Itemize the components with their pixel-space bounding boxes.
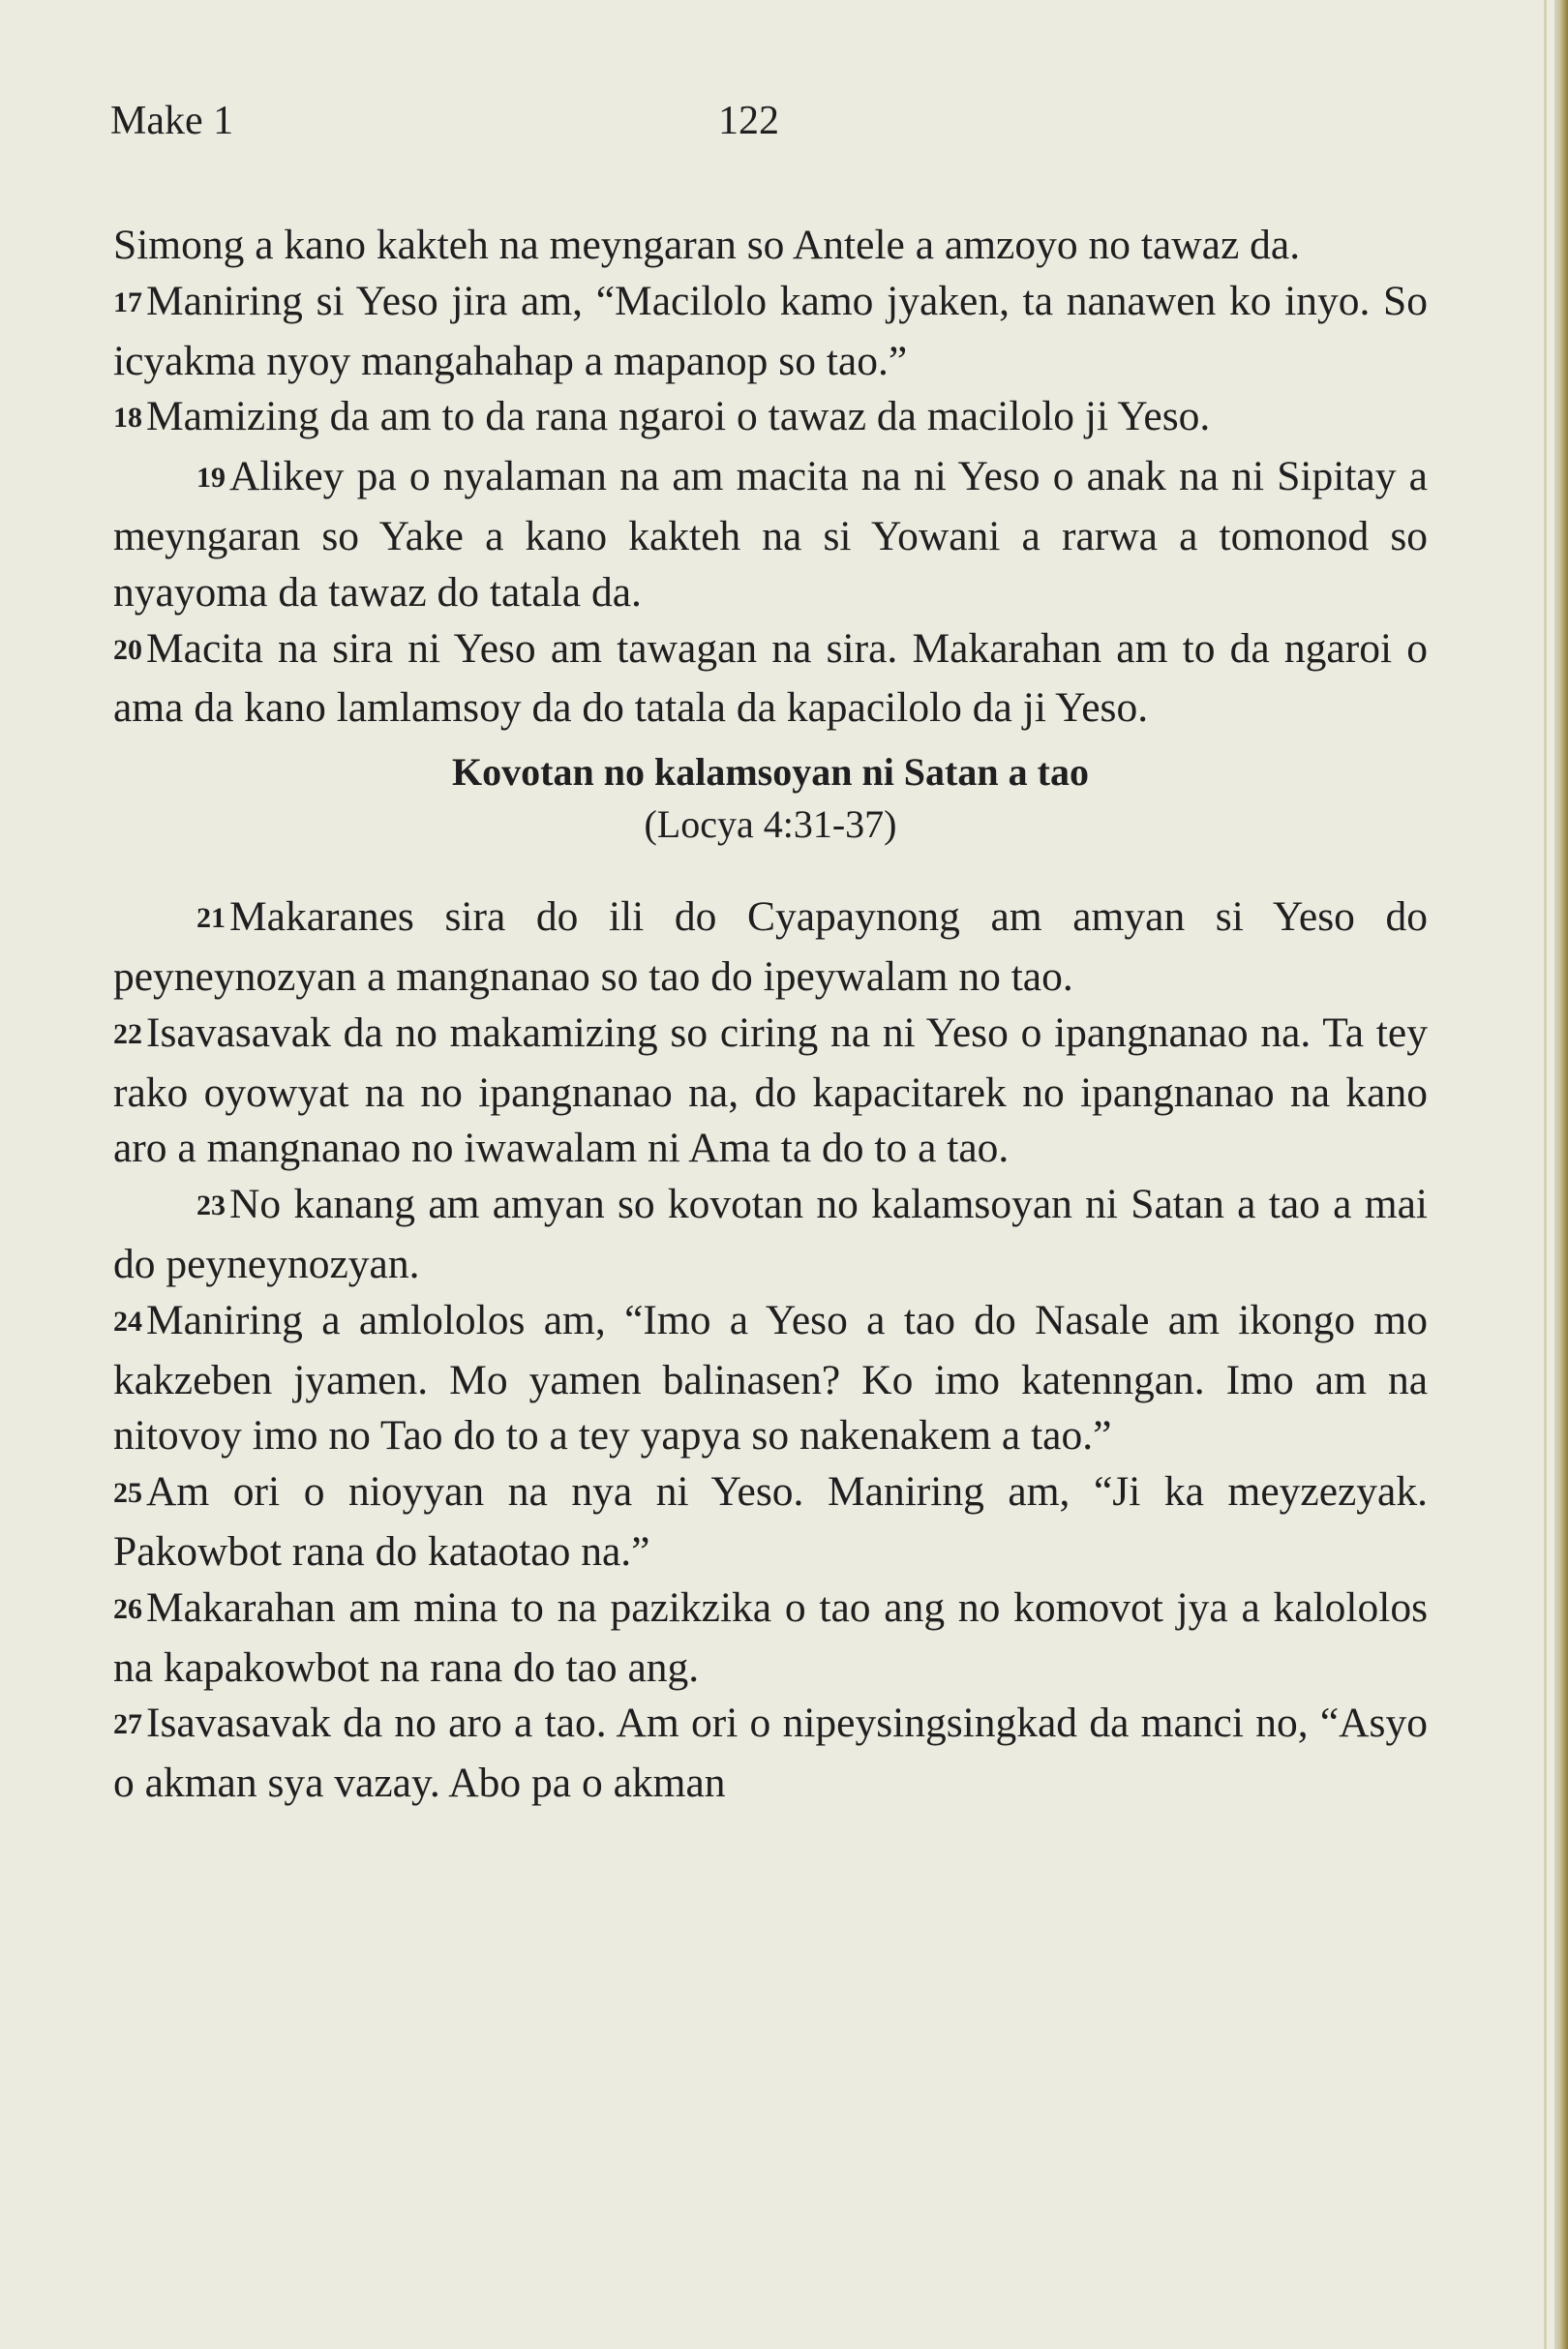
verse-text: Alikey pa o nyalaman na am macita na ni Yeso o anak na ni Sipitay a meyngaran so Yake a kano kakteh na si Yowani a rarwa a tomonod so nyayoma da tawaz do tatala da. <box>113 453 1428 616</box>
verse-text: Am ori o nioyyan na nya ni Yeso. Maniring am, “Ji ka meyzezyak. Pakowbot rana do kataotao na.” <box>113 1468 1428 1575</box>
verse-paragraph <box>113 1696 1428 1812</box>
page-header <box>110 92 1432 150</box>
verse-paragraph <box>113 1177 1428 1293</box>
page-number: 122 <box>718 99 779 143</box>
text-block-after <box>113 889 1428 1812</box>
verse-number: 20 <box>113 633 142 666</box>
text-block-before <box>113 218 1428 737</box>
page-edge <box>1554 0 1568 2349</box>
verse-text: Mamizing da am to da rana ngaroi o tawaz da macilolo ji Yeso. <box>146 393 1211 440</box>
verse-text: Makarahan am mina to na pazikzika o tao ang no komovot jya a kalololos na kapakowbot na rana do tao ang. <box>113 1583 1428 1691</box>
verse-number: 24 <box>113 1305 142 1338</box>
verse-number: 17 <box>113 286 142 318</box>
running-head: Make 1 <box>110 99 234 143</box>
verse-number: 19 <box>196 462 226 495</box>
verse-text: Isavasavak da no aro a tao. Am ori o nipeysingsingkad da manci no, “Asyo o akman sya vazay. Abo pa o akman <box>113 1700 1428 1807</box>
verse-text: No kanang am amyan so kovotan no kalamsoyan ni Satan a tao a mai do peyneynozyan. <box>113 1181 1428 1287</box>
verse-text: Makaranes sira do ili do Cyapaynong am amyan si Yeso do peyneynozyan a mangnanao so tao do ipeywalam no tao. <box>113 893 1428 1000</box>
verse-number: 18 <box>113 402 142 435</box>
section-heading: Kovotan no kalamsoyan ni Satan a tao <box>452 750 1089 795</box>
verse-text: Maniring a amlololos am, “Imo a Yeso a tao do Nasale am ikongo mo kakzeben jyamen. Mo yamen balinasen? Ko imo katenngan. Imo am na nitovoy imo no Tao do to a tey yapya so nakenakem a tao.” <box>113 1296 1428 1460</box>
page-edge-shadow <box>1544 0 1547 2349</box>
verse-paragraph <box>113 1464 1428 1581</box>
verse-text: Macita na sira ni Yeso am tawagan na sira. Makarahan am to da ngaroi o ama da kano lamlamsoy da do tatala da kapacilolo da ji Yeso. <box>113 624 1428 732</box>
section-reference: (Locya 4:31-37) <box>644 802 897 847</box>
verse-paragraph <box>113 1581 1428 1697</box>
verse-number: 21 <box>196 902 226 935</box>
verse-paragraph <box>113 621 1428 738</box>
verse-number: 26 <box>113 1592 142 1625</box>
verse-number: 25 <box>113 1477 142 1510</box>
verse-text: Maniring si Yeso jira am, “Macilolo kamo jyaken, ta nanawen ko inyo. So icyakma nyoy mangahahap a mapanop so tao.” <box>113 277 1428 384</box>
verse-text: Simong a kano kakteh na meyngaran so Antele a amzoyo no tawaz da. <box>113 222 1301 268</box>
verse-text: Isavasavak da no makamizing so ciring na ni Yeso o ipangnanao na. Ta tey rako oyowyat na no ipangnanao na, do kapacitarek no ipangnanao na kano aro a mangnanao no iwawalam ni Ama ta do to a tao. <box>113 1009 1428 1172</box>
verse-paragraph <box>113 449 1428 620</box>
page-body <box>113 218 1428 1812</box>
verse-paragraph <box>113 274 1428 390</box>
verse-paragraph <box>113 889 1428 1006</box>
verse-number: 23 <box>196 1190 226 1222</box>
verse-paragraph <box>113 1293 1428 1464</box>
verse-paragraph <box>113 389 1428 449</box>
verse-paragraph <box>113 218 1428 274</box>
verse-paragraph <box>113 1006 1428 1177</box>
verse-number: 27 <box>113 1708 142 1741</box>
verse-number: 22 <box>113 1017 142 1050</box>
